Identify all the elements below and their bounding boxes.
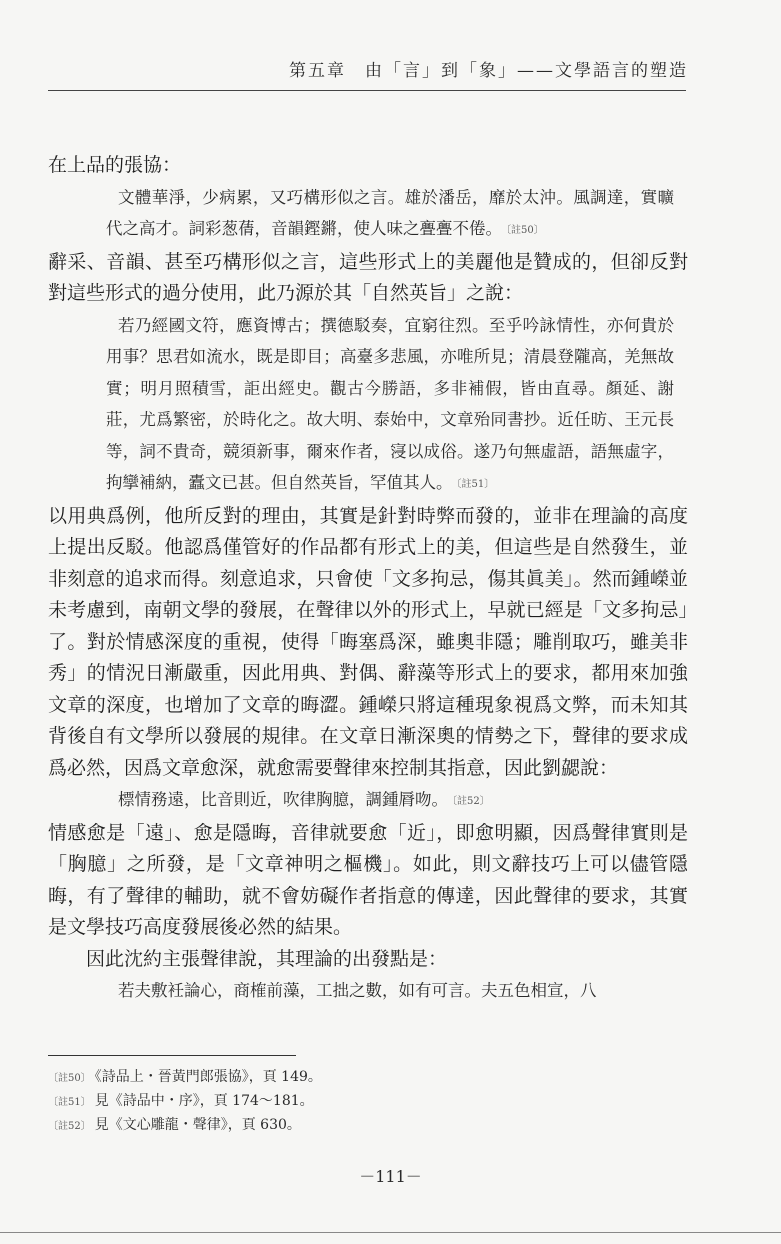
quote-text: 文體華淨，少病累，又巧構形似之言。雄於潘岳，靡於太沖。風調達，實曠代之高才。詞彩葱蒨，音韻鏗鏘，使人味之亹亹不倦。 [106,187,674,238]
bottom-edge-line [0,1232,781,1233]
paragraph-text: 因此沈約主張聲律說，其理論的出發點是： [86,947,448,970]
paragraph-text: 在上品的張協： [48,154,182,176]
paragraph-shen-yue [48,944,688,976]
footnote-mark: 〔註50〕 [48,1073,91,1084]
footnote-ref-51[interactable]: 〔註51〕 [456,479,495,490]
block-quote-52 [48,784,688,818]
paragraph-text: 情感愈是「遠」、愈是隱晦，音律就要愈「近」，即愈明顯，因爲聲律實則是「胸臆」之所發，是「文章神明之樞機」。如此，則文辭技巧上可以儘管隱晦，有了聲律的輔助，就不會妨礙作者指意的傳達，因此聲律的要求，其實是文學技巧高度發展後必然的結果。 [48,821,688,938]
paragraph-intro [48,150,688,182]
paragraph-text: 以用典爲例，他所反對的理由，其實是針對時弊而發的，並非在理論的高度上提出反駁。他認爲僅管好的作品都有形式上的美，但這些是自然發生，並非刻意的追求而得。刻意追求，只會使「文多拘忌，傷其眞美」。然而鍾嶸並未考慮到，南朝文學的發展，在聲律以外的形式上，早就已經是「文多拘忌」了。對於情感深度的重視，使得「晦塞爲深，雖奧非隱；雕削取巧，雖美非秀」的情況日漸嚴重，因此用典、對偶、辭藻等形式上的要求，都用來加強文章的深度，也增加了文章的晦澀。鍾嶸只將這種現象視爲文弊，而未知其背後自有文學所以發展的規律。在文章日漸深奧的情勢之下，聲律的要求成爲必然，因爲文章愈深，就愈需要聲律來控制其指意，因此劉勰說： [48,504,688,779]
quote-text: 標情務遠，比音則近，吹律胸臆，調鍾脣吻。 [118,790,448,809]
quote-text: 若夫敷衽論心，商榷前藻，工拙之數，如有可言。夫五色相宣，八 [118,981,597,1000]
block-quote-51 [48,310,688,501]
footnote-51 [48,1090,688,1114]
quote-text: 若乃經國文符，應資博古；撰德駁奏，宜窮往烈。至乎吟詠情性，亦何貴於用事？思君如流水，既是即目；高臺多悲風，亦唯所見；清晨登隴高，羌無故實；明月照積雪，詎出經史。觀古今勝語，多非補假，皆由直尋。顏延、謝莊，尤爲繁密，於時化之。故大明、泰始中，文章殆同書抄。近任昉、王元長等，詞不貴奇，競須新事，爾來作者，寖以成俗。遂乃句無虛語，語無虛字，拘攣補納，蠹文已甚。但自然英旨，罕值其人。 [106,315,674,492]
footnote-mark: 〔註52〕 [48,1121,91,1132]
block-quote-shen-yue [48,975,688,1007]
paragraph-text: 辭采、音韻、甚至巧構形似之言，這些形式上的美麗他是贊成的，但卻反對對這些形式的過分使用，此乃源於其「自然英旨」之說： [48,250,688,304]
block-quote-50 [48,182,688,247]
paragraph-emotion [48,818,688,944]
footnote-ref-52[interactable]: 〔註52〕 [452,796,490,807]
header-rule [48,90,686,91]
main-text [48,150,688,1007]
running-header: 第五章 由「言」到「象」——文學語言的塑造 [289,61,688,81]
footnote-mark: 〔註51〕 [48,1097,91,1108]
paragraph-allusion [48,501,688,785]
footnote-50 [48,1066,688,1090]
paragraph-ornament [48,247,688,310]
footnote-text: 《詩品上・晉黃門郎張協》，頁 149。 [94,1069,322,1085]
footnotes [48,1066,688,1138]
footnote-text: 見《詩品中・序》，頁 174～181。 [94,1093,314,1109]
page-number: －111－ [359,1167,422,1186]
footnote-52 [48,1114,688,1138]
footnote-ref-50[interactable]: 〔註50〕 [506,225,544,236]
footnote-rule [48,1055,296,1056]
footnote-text: 見《文心雕龍・聲律》，頁 630。 [94,1117,301,1133]
